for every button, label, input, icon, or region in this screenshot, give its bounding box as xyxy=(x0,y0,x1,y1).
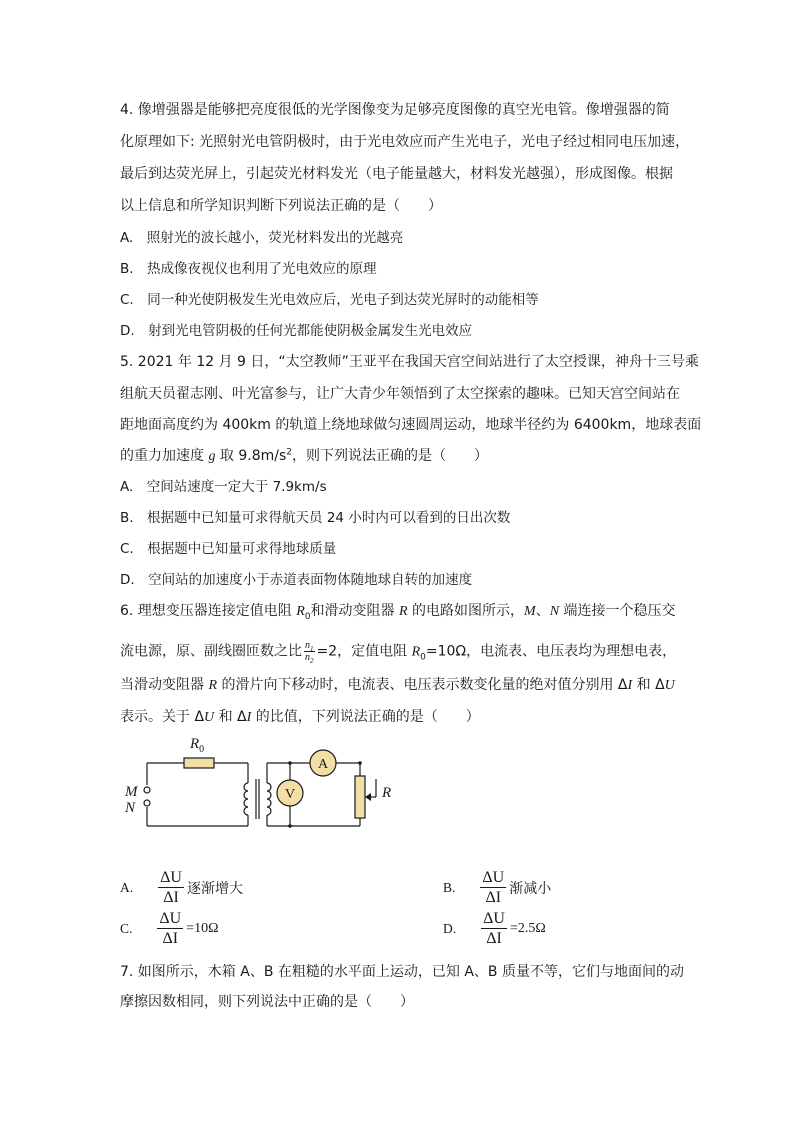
q6-option-d: D. $\frac{\Delta U}{\Delta I}$ =2.5Ω xyxy=(443,910,546,947)
q4-option-c: C. 同一种光使阴极发生光电效应后，光电子到达荧光屏时的动能相等 xyxy=(120,292,539,308)
svg-text:N: N xyxy=(125,800,136,816)
q6-stem-line-2: 流电源，原、副线圈匝数之比 $\frac{n_1}{n_2}$ =2，定值电阻 $R_0=10\Omega$，电流表、电压表均为理想电表， xyxy=(120,640,677,665)
q5-stem-line-1: 5. 2021 年 12 月 9 日，“太空教师”王亚平在我国天宫空间站进行了太空授课，神舟十三号乘 xyxy=(120,354,699,370)
q5-stem-line-3: 距地面高度约为 400km 的轨道上绕地球做匀速圆周运动，地球半径约为 6400km，地球表面 xyxy=(120,417,702,433)
q4-stem-line-1: 4. 像增强器是能够把亮度很低的光学图像变为足够亮度图像的真空光电管。像增强器的简 xyxy=(120,102,670,118)
q4-option-d: D. 射到光电管阴极的任何光都能使阴极金属发生光电效应 xyxy=(120,323,473,339)
svg-text:V: V xyxy=(284,787,296,802)
q4-option-b: B. 热成像夜视仪也利用了光电效应的原理 xyxy=(120,261,377,277)
q5-option-b: B. 根据题中已知量可求得航天员 24 小时内可以看到的日出次数 xyxy=(120,510,511,526)
q5-option-a: A. 空间站速度一定大于 7.9km/s xyxy=(120,479,327,495)
svg-text:A: A xyxy=(317,757,329,772)
q6-stem-line-4: 表示。关于 ΔU 和 ΔI 的比值，下列说法正确的是（ ） xyxy=(120,709,480,725)
q5-stem-line-2: 组航天员翟志刚、叶光富参与，让广大青少年领悟到了太空探索的趣味。已知天宫空间站在 xyxy=(120,386,680,402)
turns-ratio-fraction: $\frac{n_1}{n_2}$ xyxy=(305,640,314,665)
q5-option-c: C. 根据题中已知量可求得地球质量 xyxy=(120,541,337,557)
q5-stem-line-4: 的重力加速度 g 取 $9.8m/s^2$，则下列说法正确的是（ ） xyxy=(120,447,489,464)
q4-stem-line-3: 最后到达荧光屏上，引起荧光材料发光（电子能量越大，材料发光越强），形成图像。根据 xyxy=(120,166,673,182)
svg-text:R: R xyxy=(382,785,392,801)
q7-stem-line-2: 摩擦因数相同，则下列说法中正确的是（ ） xyxy=(120,994,414,1010)
q6-stem-line-1: 6. 理想变压器连接定值电阻 $R_0$和滑动变阻器 R 的电路如图所示，M、N 端连接一个稳压交 xyxy=(120,603,676,622)
svg-text:R0: $R_0$ xyxy=(190,736,205,755)
q6-option-b: B. $\frac{\Delta U}{\Delta I}$ 渐减小 xyxy=(443,869,552,906)
q4-option-a: A. 照射光的波长越小，荧光材料发出的光越亮 xyxy=(120,230,404,246)
q6-option-a: A. $\frac{\Delta U}{\Delta I}$ 逐渐增大 xyxy=(120,869,243,906)
circuit-diagram xyxy=(110,733,390,833)
q6-option-c: C. $\frac{\Delta U}{\Delta I}$ =10Ω xyxy=(120,910,219,947)
q7-stem-line-1: 7. 如图所示，木箱 A、B 在粗糙的水平面上运动，已知 A、B 质量不等，它们与地面间的动 xyxy=(120,964,684,980)
q6-stem-line-3: 当滑动变阻器 R 的滑片向下移动时，电流表、电压表示数变化量的绝对值分别用 ΔI 和 ΔU xyxy=(120,677,675,693)
svg-text:M: M xyxy=(125,784,138,800)
gravity-symbol: g xyxy=(208,449,216,464)
q4-stem-line-4: 以上信息和所学知识判断下列说法正确的是（ ） xyxy=(120,198,442,214)
q4-stem-line-2: 化原理如下: 光照射光电管阴极时，由于光电效应而产生光电子，光电子经过相同电压加速， xyxy=(120,134,690,150)
q5-option-d: D. 空间站的加速度小于赤道表面物体随地球自转的加速度 xyxy=(120,572,473,588)
